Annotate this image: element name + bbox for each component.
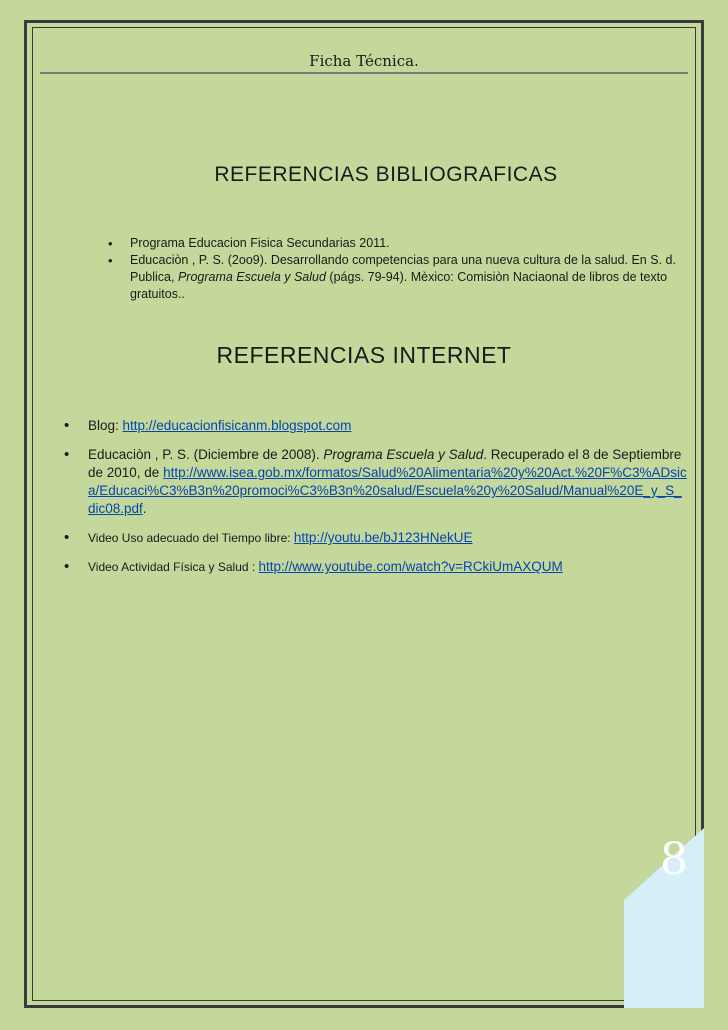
- bibliography-title: REFERENCIAS BIBLIOGRAFICAS: [214, 163, 558, 186]
- header-divider: [40, 72, 688, 74]
- internet-item-manual: [64, 446, 688, 518]
- internet-list: [64, 417, 688, 576]
- page-header: Ficha Técnica.: [309, 52, 419, 70]
- internet-item-blog: [64, 417, 688, 435]
- video-actividad-label: Video Actividad Física y Salud :: [88, 560, 259, 574]
- internet-item-video-actividad: [64, 558, 688, 576]
- internet-title: REFERENCIAS INTERNET: [216, 342, 512, 368]
- manual-citation: Educaciòn , P. S. (Diciembre de 2008).: [88, 447, 324, 462]
- video-tiempo-libre-label: Video Uso adecuado del Tiempo libre:: [88, 531, 294, 545]
- manual-title: Programa Escuela y Salud: [323, 447, 484, 462]
- bibliography-item: [108, 235, 698, 252]
- bibliography-item-text: Programa Educacion Fisica Secundarias 2011.: [130, 236, 390, 250]
- blog-link[interactable]: http://educacionfisicanm.blogspot.com: [122, 418, 352, 433]
- bibliography-item-text: Educaciòn , P. S. (2oo9). Desarrollando competencias para una nueva cultura de la salud. En S. d. Publica,: [130, 253, 676, 284]
- page-number: 8: [660, 834, 688, 885]
- bibliography-list: [108, 235, 698, 303]
- manual-end: .: [142, 501, 147, 516]
- manual-citation-rest: . Recuperado el 8 de Septiembre de 2010, de: [88, 447, 682, 480]
- bibliography-item: [108, 252, 698, 303]
- internet-item-video-tiempo-libre: [64, 529, 688, 547]
- bibliography-item-title: Programa Escuela y Salud: [177, 270, 326, 284]
- blog-label: Blog:: [88, 418, 123, 433]
- video-actividad-link[interactable]: http://www.youtube.com/watch?v=RCkiUmAXQUM: [258, 559, 563, 574]
- manual-link[interactable]: http://www.isea.gob.mx/formatos/Salud%20Alimentaria%20y%20Act.%20F%C3%ADsica/Educaci%C3%B3n%20promoci%C3%B3n%20salud/Escuela%20y%20Salud/Manual%20E_y_S_dic08.pdf: [88, 465, 687, 516]
- video-tiempo-libre-link[interactable]: http://youtu.be/bJ123HNekUE: [293, 530, 473, 545]
- bibliography-item-text-end: (págs. 79-94). Mèxico: Comisiòn Naciaonal de libros de texto gratuitos..: [130, 270, 668, 301]
